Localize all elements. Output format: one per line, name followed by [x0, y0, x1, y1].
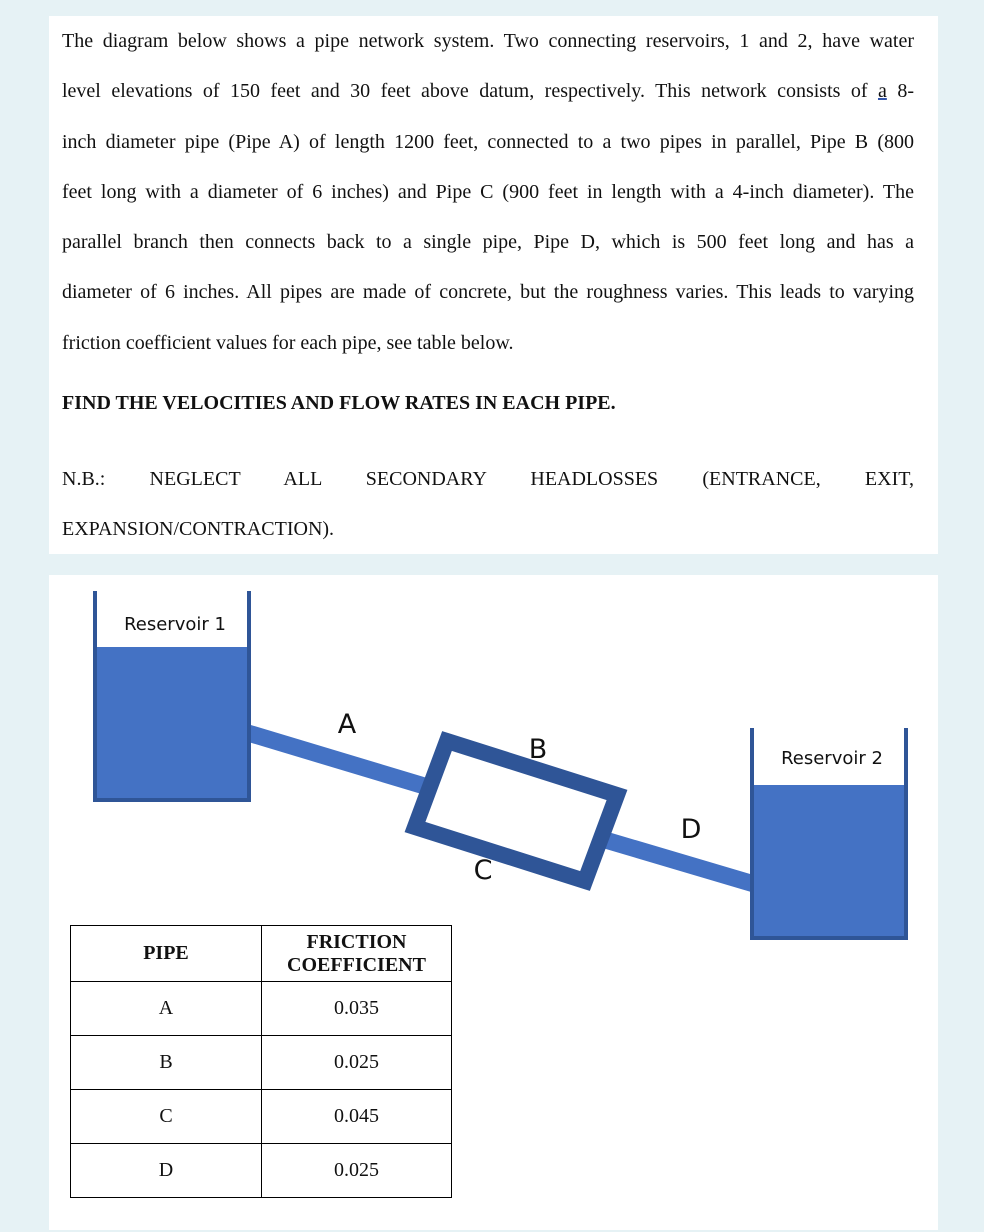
- nb-line-1: N.B.: NEGLECT ALL SECONDARY HEADLOSSES (ENTRANCE, EXIT,: [62, 468, 914, 490]
- pipe-a-label: A: [337, 709, 357, 740]
- paragraph-line-3: inch diameter pipe (Pipe A) of length 1200 feet, connected to a two pipes in parallel, Pipe B (800: [62, 130, 914, 153]
- paragraph-line-6: diameter of 6 inches. All pipes are made of concrete, but the roughness varies. This leads to varying: [62, 281, 914, 304]
- cell-coefficient: 0.035: [262, 982, 452, 1036]
- header-pipe: PIPE: [71, 926, 262, 982]
- reservoir-2-label: Reservoir 2: [781, 748, 883, 769]
- pipe-b-label: B: [528, 734, 548, 765]
- paragraph-line-2: level elevations of 150 feet and 30 feet above datum, respectively. This network consists of a 8-: [62, 80, 914, 103]
- table-header-row: [71, 926, 452, 982]
- table-row: [71, 1090, 452, 1144]
- paragraph-line-4: feet long with a diameter of 6 inches) and Pipe C (900 feet in length with a 4-inch diameter). The: [62, 180, 914, 203]
- table-row: [71, 1144, 452, 1198]
- cell-pipe: D: [71, 1144, 262, 1198]
- reservoir-1-label: Reservoir 1: [124, 614, 226, 635]
- nb-line-2: EXPANSION/CONTRACTION).: [62, 518, 335, 540]
- cell-pipe: C: [71, 1090, 262, 1144]
- pipe-c-label: C: [473, 855, 493, 886]
- paragraph-line-7: friction coefficient values for each pipe, see table below.: [62, 331, 514, 354]
- paragraph-line-1: The diagram below shows a pipe network system. Two connecting reservoirs, 1 and 2, have water: [62, 30, 914, 52]
- parallel-branch-frame: [415, 741, 617, 881]
- problem-statement-card: [49, 16, 938, 554]
- paragraph-line-5: parallel branch then connects back to a single pipe, Pipe D, which is 500 feet long and has a: [62, 231, 914, 254]
- table-row: [71, 982, 452, 1036]
- cell-pipe: A: [71, 982, 262, 1036]
- reservoir-2-water: [752, 785, 906, 938]
- header-friction-coefficient: [262, 926, 452, 982]
- pipe-d-label: D: [680, 814, 702, 845]
- diagram-card: [49, 575, 938, 1230]
- nb-note: [62, 454, 914, 554]
- underlined-article: a: [877, 80, 887, 103]
- problem-paragraph: [62, 16, 914, 368]
- header-friction-line-1: FRICTION: [306, 930, 407, 953]
- cell-coefficient: 0.025: [262, 1144, 452, 1198]
- friction-coefficient-table: [70, 925, 452, 1198]
- cell-coefficient: 0.045: [262, 1090, 452, 1144]
- header-friction-line-2: COEFFICIENT: [287, 953, 426, 976]
- reservoir-1-water: [95, 647, 249, 800]
- cell-coefficient: 0.025: [262, 1036, 452, 1090]
- pipe-a-shape: [248, 733, 441, 791]
- task-heading: FIND THE VELOCITIES AND FLOW RATES IN EACH PIPE.: [62, 392, 616, 414]
- pipe-d-shape: [602, 839, 754, 884]
- table-row: [71, 1036, 452, 1090]
- cell-pipe: B: [71, 1036, 262, 1090]
